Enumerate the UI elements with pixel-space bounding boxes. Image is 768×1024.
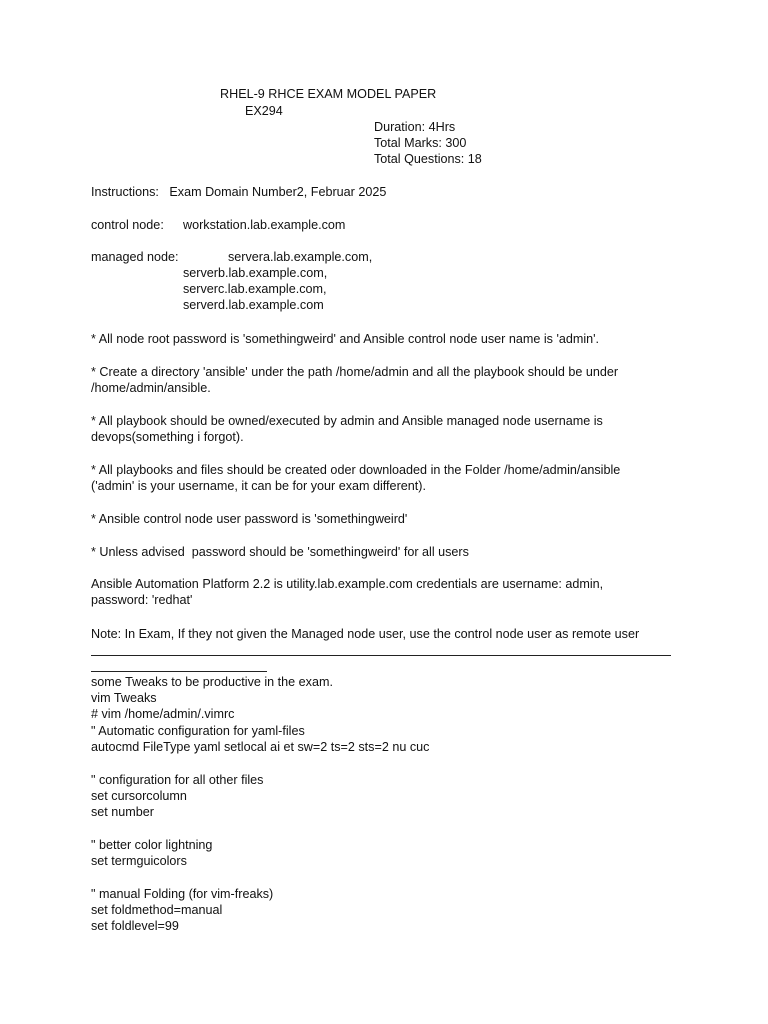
paper-title: RHEL-9 RHCE EXAM MODEL PAPER [220, 87, 437, 101]
total-questions: Total Questions: 18 [374, 152, 482, 166]
managed-node-item: serverd.lab.example.com [183, 298, 324, 312]
vimrc-line: set number [91, 805, 154, 819]
vimrc-line: set termguicolors [91, 854, 187, 868]
control-node-value: workstation.lab.example.com [183, 218, 346, 232]
note-playbook-location: * All playbooks and files should be created oder downloaded in the Folder /home/admin/ansible [91, 463, 621, 477]
note-aap-credentials: Ansible Automation Platform 2.2 is utility.lab.example.com credentials are username: admin, [91, 577, 604, 591]
managed-node-item: serverc.lab.example.com, [183, 282, 327, 296]
note-control-password: * Ansible control node user password is 'somethingweird' [91, 512, 408, 526]
vimrc-line: set foldlevel=99 [91, 919, 179, 933]
separator-rule [91, 655, 671, 656]
note-remote-user: Note: In Exam, If they not given the Managed node user, use the control node user as remote user [91, 627, 640, 641]
vimrc-line: set cursorcolumn [91, 789, 187, 803]
note-create-directory: * Create a directory 'ansible' under the path /home/admin and all the playbook should be under [91, 365, 619, 379]
total-marks: Total Marks: 300 [374, 136, 467, 150]
instructions-line: Instructions: Exam Domain Number2, Februar 2025 [91, 185, 387, 199]
control-node-label: control node: [91, 218, 164, 232]
duration: Duration: 4Hrs [374, 120, 456, 134]
vimrc-comment: " better color lightning [91, 838, 213, 852]
note-playbook-owner-cont: devops(something i forgot). [91, 430, 244, 444]
managed-node-item: servera.lab.example.com, [228, 250, 373, 264]
vimrc-line: set foldmethod=manual [91, 903, 223, 917]
vimrc-line: autocmd FileType yaml setlocal ai et sw=2 ts=2 sts=2 nu cuc [91, 740, 430, 754]
exam-code: EX294 [245, 104, 283, 118]
tweaks-heading: vim Tweaks [91, 691, 157, 705]
note-aap-credentials-cont: password: 'redhat' [91, 593, 193, 607]
vimrc-comment: " configuration for all other files [91, 773, 264, 787]
note-playbook-location-cont: ('admin' is your username, it can be for your exam different). [91, 479, 426, 493]
managed-node-item: serverb.lab.example.com, [183, 266, 328, 280]
vimrc-comment: " manual Folding (for vim-freaks) [91, 887, 274, 901]
vimrc-command: # vim /home/admin/.vimrc [91, 707, 235, 721]
tweaks-intro: some Tweaks to be productive in the exam. [91, 675, 333, 689]
note-default-password: * Unless advised password should be 'somethingweird' for all users [91, 545, 469, 559]
note-root-password: * All node root password is 'somethingweird' and Ansible control node user name is 'admin'. [91, 332, 600, 346]
note-playbook-owner: * All playbook should be owned/executed by admin and Ansible managed node username is [91, 414, 603, 428]
managed-node-label: managed node: [91, 250, 179, 264]
vimrc-comment: " Automatic configuration for yaml-files [91, 724, 305, 738]
separator-rule [91, 671, 267, 672]
note-create-directory-cont: /home/admin/ansible. [91, 381, 211, 395]
